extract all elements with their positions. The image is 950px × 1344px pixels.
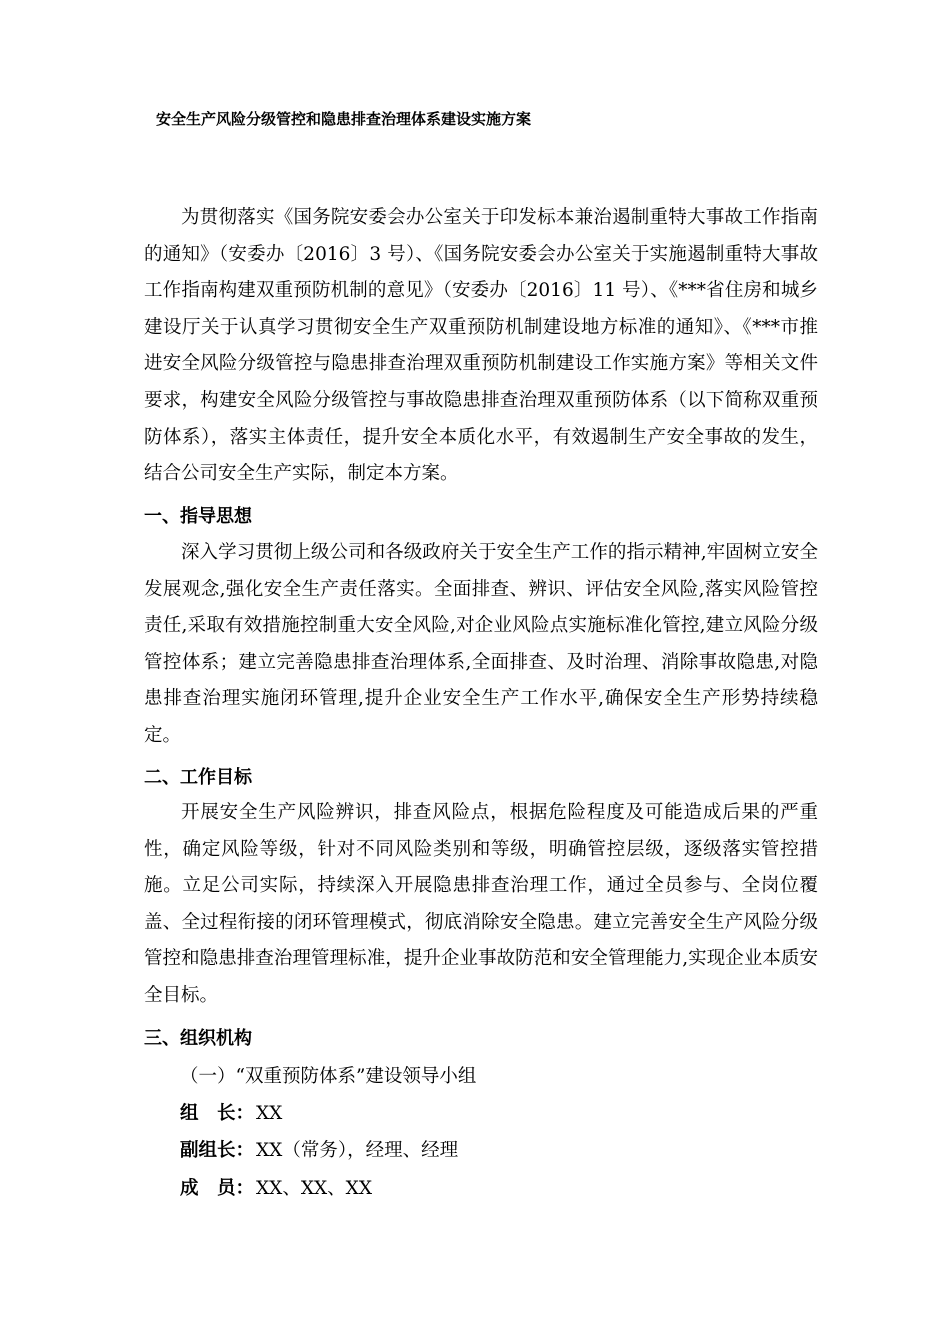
member-label-deputy-leader: 副组长： xyxy=(180,1140,255,1161)
section-heading-guiding-ideology: 一、指导思想 xyxy=(144,506,252,527)
section-heading-work-goals: 二、工作目标 xyxy=(144,767,252,788)
section-body-work-goals: 开展安全生产风险辨识，排查风险点，根据危险程度及可能造成后果的严重性，确定风险等级，针对不同风险类别和等级，明确管控层级，逐级落实管控措施。立足公司实际，持续深入开展隐患排查治理工作，通过全员参与、全岗位覆盖、全过程衔接的闭环管理模式，彻底消除安全隐患。建立完善安全生产风险分级管控和隐患排查治理管理标准，提升企业事故防范和安全管理能力,实现企业本质安全目标。 xyxy=(144,802,818,1006)
member-row-leader xyxy=(180,1100,282,1128)
member-row-deputy-leader xyxy=(180,1137,458,1165)
document-title: 安全生产风险分级管控和隐患排查治理体系建设实施方案 xyxy=(156,110,532,128)
subsection-heading-leading-group: （一）“双重预防体系”建设领导小组 xyxy=(180,1066,477,1087)
intro-paragraph: 为贯彻落实《国务院安委会办公室关于印发标本兼治遏制重特大事故工作指南的通知》（安委办〔2016〕3 号）、《国务院安委会办公室关于实施遏制重特大事故工作指南构建双重预防机制的意见》（安委办〔2016〕11 号）、《***省住房和城乡建设厅关于认真学习贯彻安全生产双重预防机制建设地方标准的通知》、《***市推进安全风险分级管控与隐患排查治理双重预防机制建设工作实施方案》等相关文件要求，构建安全风险分级管控与事故隐患排查治理双重预防体系（以下简称双重预防体系），落实主体责任，提升安全本质化水平，有效遏制生产安全事故的发生，结合公司安全生产实际，制定本方案。 xyxy=(144,207,818,485)
member-row-members xyxy=(180,1175,372,1203)
member-label-leader: 组 长： xyxy=(180,1103,255,1124)
member-value-deputy-leader: XX（常务），经理、经理 xyxy=(256,1140,459,1161)
member-label-members: 成 员： xyxy=(180,1178,255,1199)
section-body-guiding-ideology: 深入学习贯彻上级公司和各级政府关于安全生产工作的指示精神,牢固树立安全发展观念,强化安全生产责任落实。全面排查、辨识、评估安全风险,落实风险管控责任,采取有效措施控制重大安全风险,对企业风险点实施标准化管控,建立风险分级管控体系；建立完善隐患排查治理体系,全面排查、及时治理、消除事故隐患,对隐患排查治理实施闭环管理,提升企业安全生产工作水平,确保安全生产形势持续稳定。 xyxy=(144,542,818,746)
member-value-leader: XX xyxy=(256,1103,283,1124)
member-value-members: XX、XX、XX xyxy=(256,1178,373,1199)
section-heading-organization: 三、组织机构 xyxy=(144,1028,252,1049)
